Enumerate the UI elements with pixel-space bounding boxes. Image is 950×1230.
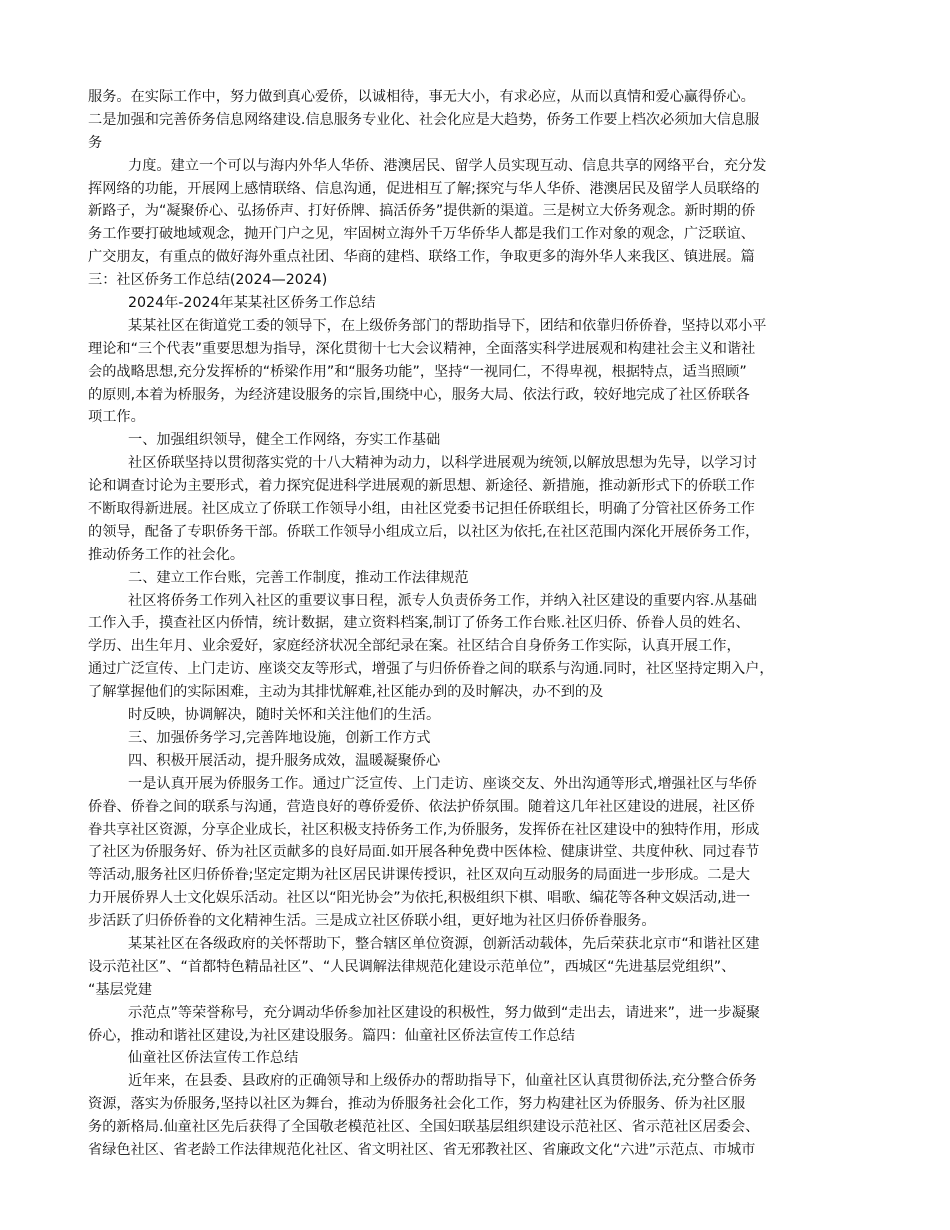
text-line: 示范点”等荣誉称号，充分调动华侨参加社区建设的积极性，努力做到“走出去，请进来”，进一步凝聚 xyxy=(128,1004,761,1021)
text-line: 近年来，在县委、县政府的正确领导和上级侨办的帮助指导下，仙童社区认真贯彻侨法,充分整合侨务 xyxy=(128,1073,757,1090)
text-line: 的领导，配备了专职侨务干部。侨联工作领导小组成立后，以社区为依托,在社区范围内深化开展侨务工作， xyxy=(88,523,760,540)
text-line: 2024年-2024年某某社区侨务工作总结 xyxy=(128,295,376,312)
text-line: 推动侨务工作的社会化。 xyxy=(88,546,245,563)
text-line: 了社区为侨服务好、侨为社区贡献多的良好局面.如开展各种免费中医体检、健康讲堂、共度仲秋、同过春节 xyxy=(88,844,760,861)
text-line: 的原则,本着为桥服务，为经济建设服务的宗旨,围绕中心，服务大局、依法行政，较好地完成了社区侨联各 xyxy=(88,386,750,403)
text-line: 力度。建立一个可以与海内外华人华侨、港澳居民、留学人员实现互动、信息共享的网络平台，充分发 xyxy=(128,157,767,174)
text-line: 学历、出生年月、业余爱好，家庭经济状况全部纪录在案。社区结合自身侨务工作实际，认真开展工作， xyxy=(88,638,741,655)
text-line: 一是认真开展为侨服务工作。通过广泛宣传、上门走访、座谈交友、外出沟通等形式,增强社区与华侨 xyxy=(128,775,757,792)
text-line: 二是加强和完善侨务信息网络建设.信息服务专业化、社会化应是大趋势，侨务工作要上档次必须加大信息服 xyxy=(88,111,760,128)
text-line: 会的战略思想,充分发挥桥的“桥梁作用”和“服务功能”，坚持“一视同仁，不得卑视，根据特点，适当照顾” xyxy=(88,363,747,380)
text-line: 理论和“三个代表”重要思想为指导，深化贯彻十七大会议精神，全面落实科学进展观和构建社会主义和谐社 xyxy=(88,340,756,357)
text-line: 四、积极开展活动，提升服务成效，温暖凝聚侨心 xyxy=(128,752,441,769)
text-line: 务工作要打破地域观念，抛开门户之见，牢固树立海外千万华侨华人都是我们工作对象的观念，广泛联谊、 xyxy=(88,226,755,243)
text-line: 省绿色社区、省老龄工作法律规范化社区、省文明社区、省无邪教社区、省廉政文化“六进”示范点、市城市 xyxy=(88,1141,756,1158)
text-line: 时反映，协调解决，随时关怀和关注他们的生活。 xyxy=(128,707,441,724)
text-line: 项工作。 xyxy=(88,409,145,426)
text-line: 论和调查讨论为主要形式，着力探究促进科学进展观的新思想、新途径、新措施，推动新形式下的侨联工作 xyxy=(88,478,755,495)
text-line: 步活跃了归侨侨眷的文化精神生活。三是成立社区侨联小组，更好地为社区归侨侨眷服务。 xyxy=(88,913,656,930)
text-line: 广交朋友，有重点的做好海外重点社团、华商的建档、联络工作，争取更多的海外华人来我区、镇进展。篇 xyxy=(88,249,755,266)
text-line: 资源，落实为侨服务,坚持以社区为舞台，推动为侨服务社会化工作，努力构建社区为侨服务、侨为社区服 xyxy=(88,1096,746,1113)
text-line: 侨心，推动和谐社区建设,为社区建设服务。篇四：仙童社区侨法宣传工作总结 xyxy=(88,1027,575,1044)
text-line: “基层党建 xyxy=(88,981,153,998)
text-line: 眷共享社区资源，分享企业成长，社区积极支持侨务工作,为侨服务，发挥侨在社区建设中的独特作用，形成 xyxy=(88,821,760,838)
text-line: 社区侨联坚持以贯彻落实党的十八大精神为动力，以科学进展观为统领,以解放思想为先导，以学习讨 xyxy=(128,455,757,472)
document-page xyxy=(88,86,868,1162)
text-line: 力开展侨界人士文化娱乐活动。社区以“阳光协会”为依托,积极组织下棋、唱歌、编花等各种文娱活动,进一 xyxy=(88,890,751,907)
text-line: 通过广泛宣传、上门走访、座谈交友等形式，增强了与归侨侨眷之间的联系与沟通.同时，社区坚持定期入户， xyxy=(88,661,774,678)
text-line: 工作入手，摸查社区内侨情，统计数据，建立资料档案,制订了侨务工作台账.社区归侨、侨眷人员的姓名、 xyxy=(88,615,750,632)
text-line: 务 xyxy=(88,134,103,151)
text-line: 一、加强组织领导，健全工作网络，夯实工作基础 xyxy=(128,432,441,449)
text-line: 新路子，为“凝聚侨心、弘扬侨声、打好侨牌、搞活侨务”提供新的渠道。三是树立大侨务观念。新时期的侨 xyxy=(88,203,756,220)
text-line: 侨眷、侨眷之间的联系与沟通，营造良好的尊侨爱侨、依法护侨氛围。随着这几年社区建设的进展，社区侨 xyxy=(88,798,755,815)
text-line: 社区将侨务工作列入社区的重要议事日程，派专人负责侨务工作，并纳入社区建设的重要内容.从基础 xyxy=(128,592,757,609)
text-line: 某某社区在各级政府的关怀帮助下，整合辖区单位资源，创新活动载体，先后荣获北京市“和谐社区建 xyxy=(128,935,760,952)
text-line: 某某社区在街道党工委的领导下，在上级侨务部门的帮助指导下，团结和依靠归侨侨眷，坚持以邓小平 xyxy=(128,317,767,334)
text-line: 务的新格局.仙童社区先后获得了全国敬老模范社区、全国妇联基层组织建设示范社区、省示范社区居委会、 xyxy=(88,1119,760,1136)
text-line: 设示范社区”、“首都特色精品社区”、“人民调解法律规范化建设示范单位”，西城区“先进基层党组织”、 xyxy=(88,958,736,975)
text-line: 仙童社区侨法宣传工作总结 xyxy=(128,1050,299,1067)
text-line: 三、加强侨务学习,完善阵地设施，创新工作方式 xyxy=(128,729,431,746)
text-line: 了解掌握他们的实际困难，主动为其排忧解难,社区能办到的及时解决，办不到的及 xyxy=(88,684,604,701)
text-line: 挥网络的功能，开展网上感情联络、信息沟通，促进相互了解;探究与华人华侨、港澳居民及留学人员联络的 xyxy=(88,180,760,197)
text-line: 等活动,服务社区归侨侨眷;坚定定期为社区居民讲课传授识，社区双向互动服务的局面进一步形成。二是大 xyxy=(88,867,750,884)
text-line: 不断取得新进展。社区成立了侨联工作领导小组，由社区党委书记担任侨联组长，明确了分管社区侨务工作 xyxy=(88,501,755,518)
text-line: 二、建立工作台账，完善工作制度，推动工作法律规范 xyxy=(128,569,469,586)
text-line: 三：社区侨务工作总结(2024—2024) xyxy=(88,272,328,289)
text-line: 服务。在实际工作中，努力做到真心爱侨，以诚相待，事无大小，有求必应，从而以真情和爱心赢得侨心。 xyxy=(88,89,755,105)
